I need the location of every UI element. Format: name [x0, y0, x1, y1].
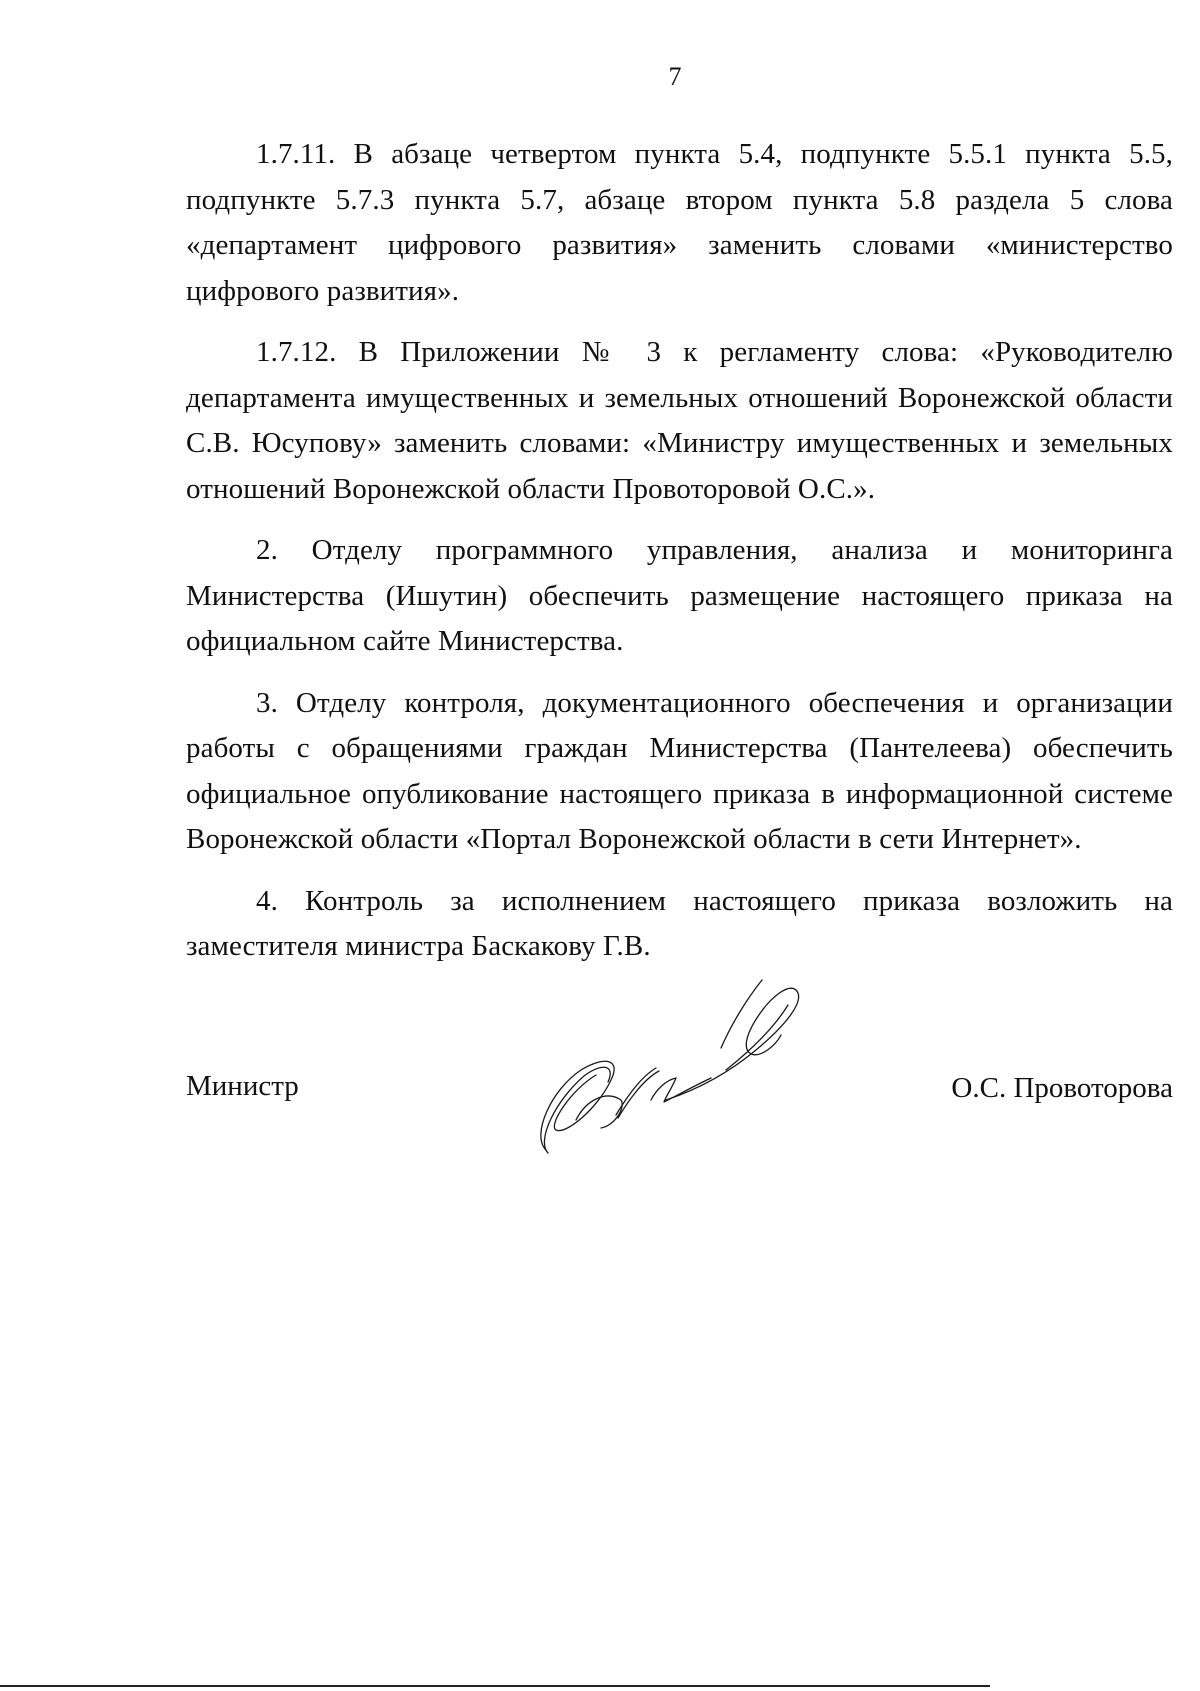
paragraph-1-7-12: 1.7.12. В Приложении № 3 к регламенту слова: «Руководителю департамента имущественных и земельных отношений Воронежской области С.В. Юсупову» заменить словами: «Министру имущественных и земельных отношений Воронежской области Провоторовой О.С.».	[186, 336, 1173, 505]
signer-position: Министр	[186, 1070, 299, 1102]
paragraph-1-7-11: 1.7.11. В абзаце четвертом пункта 5.4, подпункте 5.5.1 пункта 5.5, подпункте 5.7.3 пункта 5.7, абзаце втором пункта 5.8 раздела 5 слова «департамент цифрового развития» заменить словами «министерство цифрового развития».	[186, 138, 1173, 307]
page-number: 7	[668, 62, 682, 91]
signer-name: О.С. Провоторова	[951, 1072, 1173, 1104]
handwritten-signature	[526, 950, 826, 1160]
paragraph-4: 4. Контроль за исполнением настоящего приказа возложить на заместителя министра Баскакову Г.В.	[186, 884, 1173, 962]
paragraph-2: 2. Отделу программного управления, анализа и мониторинга Министерства (Ишутин) обеспечить размещение настоящего приказа на официальном сайте Министерства.	[186, 534, 1173, 657]
signature-block	[186, 1040, 1173, 1170]
paragraph-3: 3. Отделу контроля, документационного обеспечения и организации работы с обращениями граждан Министерства (Пантелеева) обеспечить официальное опубликование настоящего приказа в информационной системе Воронежской области «Портал Воронежской области в сети Интернет».	[186, 686, 1173, 855]
document-body	[186, 132, 1173, 986]
footer-rule	[0, 1685, 990, 1687]
